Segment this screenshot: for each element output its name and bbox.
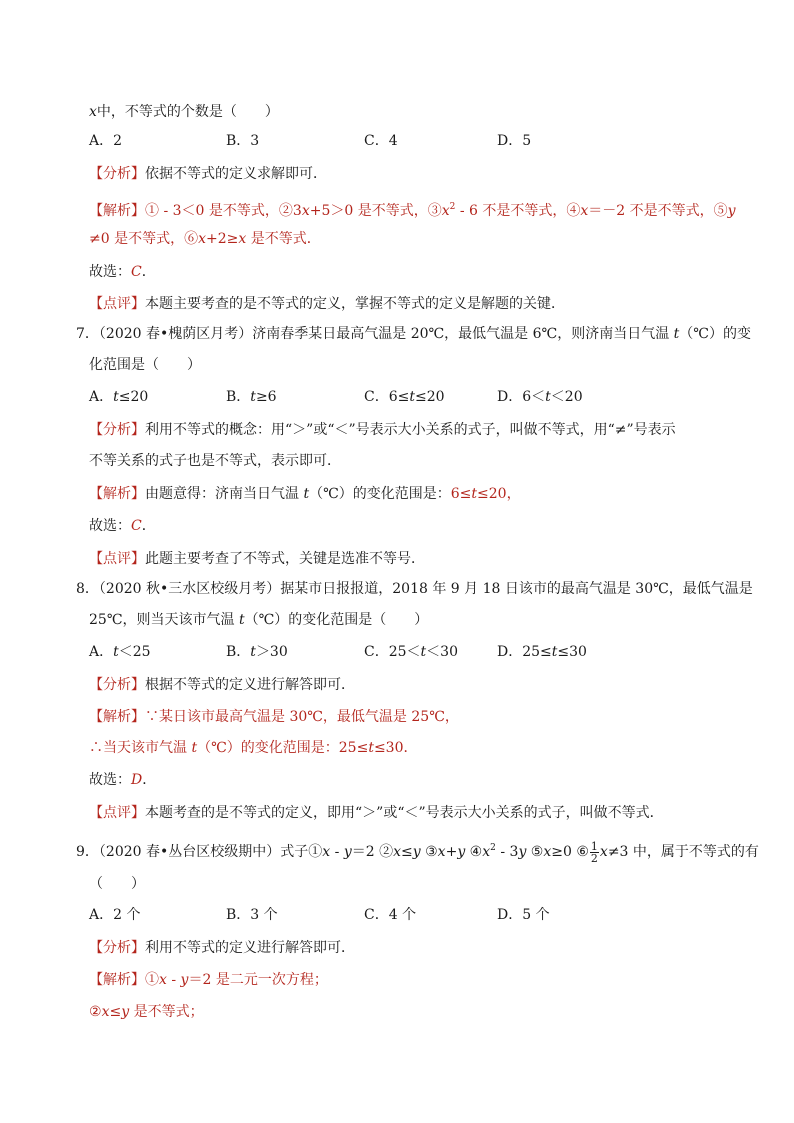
sol-part: ① — [145, 972, 159, 988]
opt-text: ＞30 — [255, 644, 288, 660]
solution-var: t — [471, 486, 478, 502]
solution-text: 由题意得：济南当日气温 — [145, 486, 304, 502]
sol-part: ① - 3＜0 是不等式， — [145, 203, 279, 219]
q8-answer — [89, 770, 156, 790]
stem-text: + — [445, 844, 458, 860]
var: y — [518, 844, 527, 860]
q7-solution — [89, 484, 521, 504]
opt-text: ≥6 — [255, 389, 277, 405]
var: y — [343, 844, 352, 860]
sol-var: x — [441, 203, 450, 219]
solution-text — [145, 203, 736, 219]
option-a: A．2 — [89, 133, 123, 149]
opt-letter: A． — [89, 644, 114, 660]
sol-part: ② — [89, 1004, 102, 1020]
sol-var: x — [301, 203, 310, 219]
solution-text: ∵某日该市最高气温是 30℃，最低气温是 25℃， — [145, 709, 459, 725]
sol-part: ⑤ — [713, 203, 728, 219]
option-c — [364, 387, 445, 407]
q6-comment — [89, 294, 565, 314]
superscript: 2 — [490, 843, 496, 853]
stem-text: - 3 — [495, 844, 519, 860]
q8-solution-line2 — [89, 738, 418, 758]
opt-text: ≤30 — [557, 644, 587, 660]
fraction-denominator: 2 — [590, 851, 598, 865]
q6-answer — [89, 262, 156, 282]
opt-var: t — [250, 644, 256, 660]
solution-text: （℃）的变化范围是：25≤ — [197, 740, 369, 756]
option-a — [89, 387, 148, 407]
var: t — [673, 326, 680, 342]
q6-stem — [89, 102, 279, 122]
opt-var: t — [409, 389, 415, 405]
option-c: C．4 个 — [364, 907, 417, 923]
analysis-tag: 【分析】 — [89, 940, 145, 956]
answer-label: 故选： — [89, 264, 131, 280]
q9-solution-line1 — [89, 970, 328, 990]
analysis-tag: 【分析】 — [89, 422, 145, 438]
answer-end: ． — [141, 264, 156, 280]
q6-analysis — [89, 164, 327, 184]
opt-var: t — [250, 389, 256, 405]
stem-text: （℃）的变 — [679, 326, 751, 342]
sol-var: y — [180, 972, 189, 988]
stem-text: ⑤ — [526, 844, 544, 860]
stem-text: （2020 秋•三水区校级月考）据某市日报报道，2018 年 9 月 18 日该市的最高气温是 30℃，最低气温是 — [98, 581, 753, 597]
sol-sup: 2 — [449, 202, 456, 212]
var: t — [303, 486, 310, 502]
answer-end: ． — [142, 772, 157, 788]
opt-var: t — [113, 644, 119, 660]
fraction-numerator: 1 — [590, 839, 598, 853]
answer-end: ． — [141, 518, 156, 534]
opt-letter: D．6＜ — [497, 389, 546, 405]
solution-tag: 【解析】 — [89, 972, 145, 988]
sol-var: x — [580, 203, 589, 219]
analysis-text: 利用不等式的定义进行解答即可． — [145, 940, 355, 956]
q6-solution-line1 — [89, 197, 736, 221]
sol-part: ⑥ — [184, 231, 199, 247]
comment-text: 此题主要考查了不等式，关键是选准不等号． — [145, 551, 425, 567]
stem-text: 中，不等式的个数是（ ） — [96, 104, 279, 120]
question-number: 8． — [76, 581, 99, 597]
stem-text: （℃）的变化范围是（ ） — [244, 612, 429, 628]
solution-text — [145, 972, 328, 988]
var: t — [368, 740, 374, 756]
stem-text: 25℃，则当天该市气温 — [89, 612, 239, 628]
q8-analysis — [89, 675, 355, 695]
var: x — [599, 844, 608, 860]
analysis-tag: 【分析】 — [89, 677, 145, 693]
opt-text: ＜20 — [550, 389, 583, 405]
answer-value: C — [131, 264, 142, 280]
sol-part: 是不等式． — [246, 231, 321, 247]
sol-part: ④ — [566, 203, 581, 219]
comment-tag: 【点评】 — [89, 551, 145, 567]
sol-var: x — [159, 972, 167, 988]
answer-label: 故选： — [89, 772, 131, 788]
sol-part: ≠0 是不等式， — [89, 231, 185, 247]
solution-answer: ≤20， — [477, 486, 521, 502]
option-b — [226, 387, 277, 407]
q7-answer — [89, 516, 156, 536]
sol-var: x — [101, 1004, 110, 1020]
solution-tag: 【解析】 — [89, 203, 145, 219]
sol-part: +2≥ — [206, 231, 239, 247]
opt-text: ＜25 — [118, 644, 151, 660]
question-number: 9． — [76, 844, 99, 860]
option-d — [497, 642, 587, 662]
q9-analysis — [89, 938, 355, 958]
sol-part: ＝－2 不是不等式， — [588, 203, 714, 219]
stem-text: - — [330, 844, 344, 860]
option-d — [497, 387, 583, 407]
q7-comment — [89, 549, 425, 569]
var: x — [393, 844, 401, 860]
opt-letter: B． — [226, 644, 251, 660]
solution-text: （℃）的变化范围是： — [309, 486, 451, 502]
stem-text: ③ — [420, 844, 438, 860]
stem-text: ≤ — [401, 844, 413, 860]
sol-part: - 6 不是不等式， — [455, 203, 567, 219]
var: x — [322, 844, 331, 860]
sol-part: +5＞0 是不等式， — [309, 203, 428, 219]
option-b: B．3 — [226, 133, 260, 149]
opt-var: t — [113, 389, 119, 405]
q8-comment — [89, 803, 664, 823]
opt-var: t — [545, 389, 551, 405]
q7-stem-line1 — [76, 324, 751, 344]
opt-letter: B． — [226, 389, 251, 405]
sol-part: ③ — [427, 203, 442, 219]
solution-text: ≤30． — [373, 740, 418, 756]
opt-text: ≤20 — [415, 389, 445, 405]
comment-tag: 【点评】 — [89, 805, 145, 821]
sol-part: ＝2 是二元一次方程； — [188, 972, 328, 988]
q8-stem-line1 — [76, 579, 753, 599]
solution-text — [89, 231, 321, 247]
opt-letter: D．25≤ — [497, 644, 552, 660]
opt-var: t — [551, 644, 558, 660]
stem-text: ④ — [465, 844, 483, 860]
option-c: C．4 — [364, 133, 398, 149]
solution-tag: 【解析】 — [89, 709, 145, 725]
solution-text: ∴当天该市气温 — [89, 740, 192, 756]
analysis-text: 依据不等式的定义求解即可． — [145, 166, 327, 182]
solution-tag: 【解析】 — [89, 486, 145, 502]
comment-tag: 【点评】 — [89, 296, 145, 312]
answer-label: 故选： — [89, 518, 131, 534]
analysis-tag: 【分析】 — [89, 166, 145, 182]
comment-text: 本题考查的是不等式的定义，即用“＞”或“＜”号表示大小关系的式子，叫做不等式． — [145, 805, 664, 821]
option-d: D．5 — [497, 133, 532, 149]
q8-solution-line1 — [89, 707, 459, 727]
q9-stem-line2: （ ） — [89, 876, 145, 892]
option-a — [89, 642, 151, 662]
option-d: D．5 个 — [497, 907, 550, 923]
option-a: A．2 个 — [89, 907, 141, 923]
opt-letter: C．25＜ — [364, 644, 421, 660]
opt-letter: A． — [89, 389, 114, 405]
sol-part: ≤ — [109, 1004, 122, 1020]
option-b — [226, 642, 288, 662]
var: x — [482, 844, 491, 860]
q7-analysis-line1 — [89, 420, 676, 440]
stem-text: （2020 春•槐荫区月考）济南春季某日最高气温是 20℃，最低气温是 6℃，则济南当日气温 — [98, 326, 674, 342]
comment-text: 本题主要考查的是不等式的定义，掌握不等式的定义是解题的关键． — [145, 296, 565, 312]
sol-var: y — [727, 203, 736, 219]
fraction — [590, 841, 599, 864]
var: y — [412, 844, 421, 860]
answer-value: D — [131, 772, 143, 788]
analysis-text: 根据不等式的定义进行解答即可． — [145, 677, 355, 693]
stem-text: ≥0 ⑥ — [551, 844, 589, 860]
q9-stem-line1 — [76, 838, 759, 864]
q8-stem-line2 — [89, 610, 428, 630]
question-number: 7． — [76, 326, 99, 342]
stem-text: （2020 春•丛台区校级期中）式子① — [98, 844, 323, 860]
opt-letter: C．6≤ — [364, 389, 410, 405]
opt-text: ＜30 — [426, 644, 458, 660]
sol-part: - — [166, 972, 181, 988]
var: y — [457, 844, 466, 860]
stem-text: ＝2 ② — [351, 844, 394, 860]
opt-var: t — [420, 644, 427, 660]
analysis-text: 利用不等式的概念：用“＞”或“＜”号表示大小关系的式子，叫做不等式，用“≠”号表示 — [145, 422, 676, 438]
var: t — [191, 740, 198, 756]
sol-var: y — [121, 1004, 130, 1020]
var: x — [89, 104, 97, 120]
sol-part: 是不等式； — [129, 1004, 204, 1020]
opt-text: ≤20 — [118, 389, 149, 405]
sol-var: x — [238, 231, 247, 247]
sol-var: x — [198, 231, 206, 247]
var: x — [437, 844, 446, 860]
answer-value: C — [131, 518, 142, 534]
q9-solution-line2 — [89, 1002, 204, 1022]
stem-text: ≠3 中，属于不等式的有 — [607, 844, 759, 860]
var: t — [238, 612, 245, 628]
solution-answer: 6≤ — [450, 486, 472, 502]
sol-part: ②3 — [278, 203, 302, 219]
option-b: B．3 个 — [226, 907, 278, 923]
q7-analysis-line2: 不等关系的式子也是不等式，表示即可． — [89, 453, 341, 469]
option-c — [364, 642, 458, 662]
var: x — [543, 844, 552, 860]
q6-solution-line2 — [89, 229, 321, 249]
q7-stem-line2: 化范围是（ ） — [89, 357, 201, 373]
